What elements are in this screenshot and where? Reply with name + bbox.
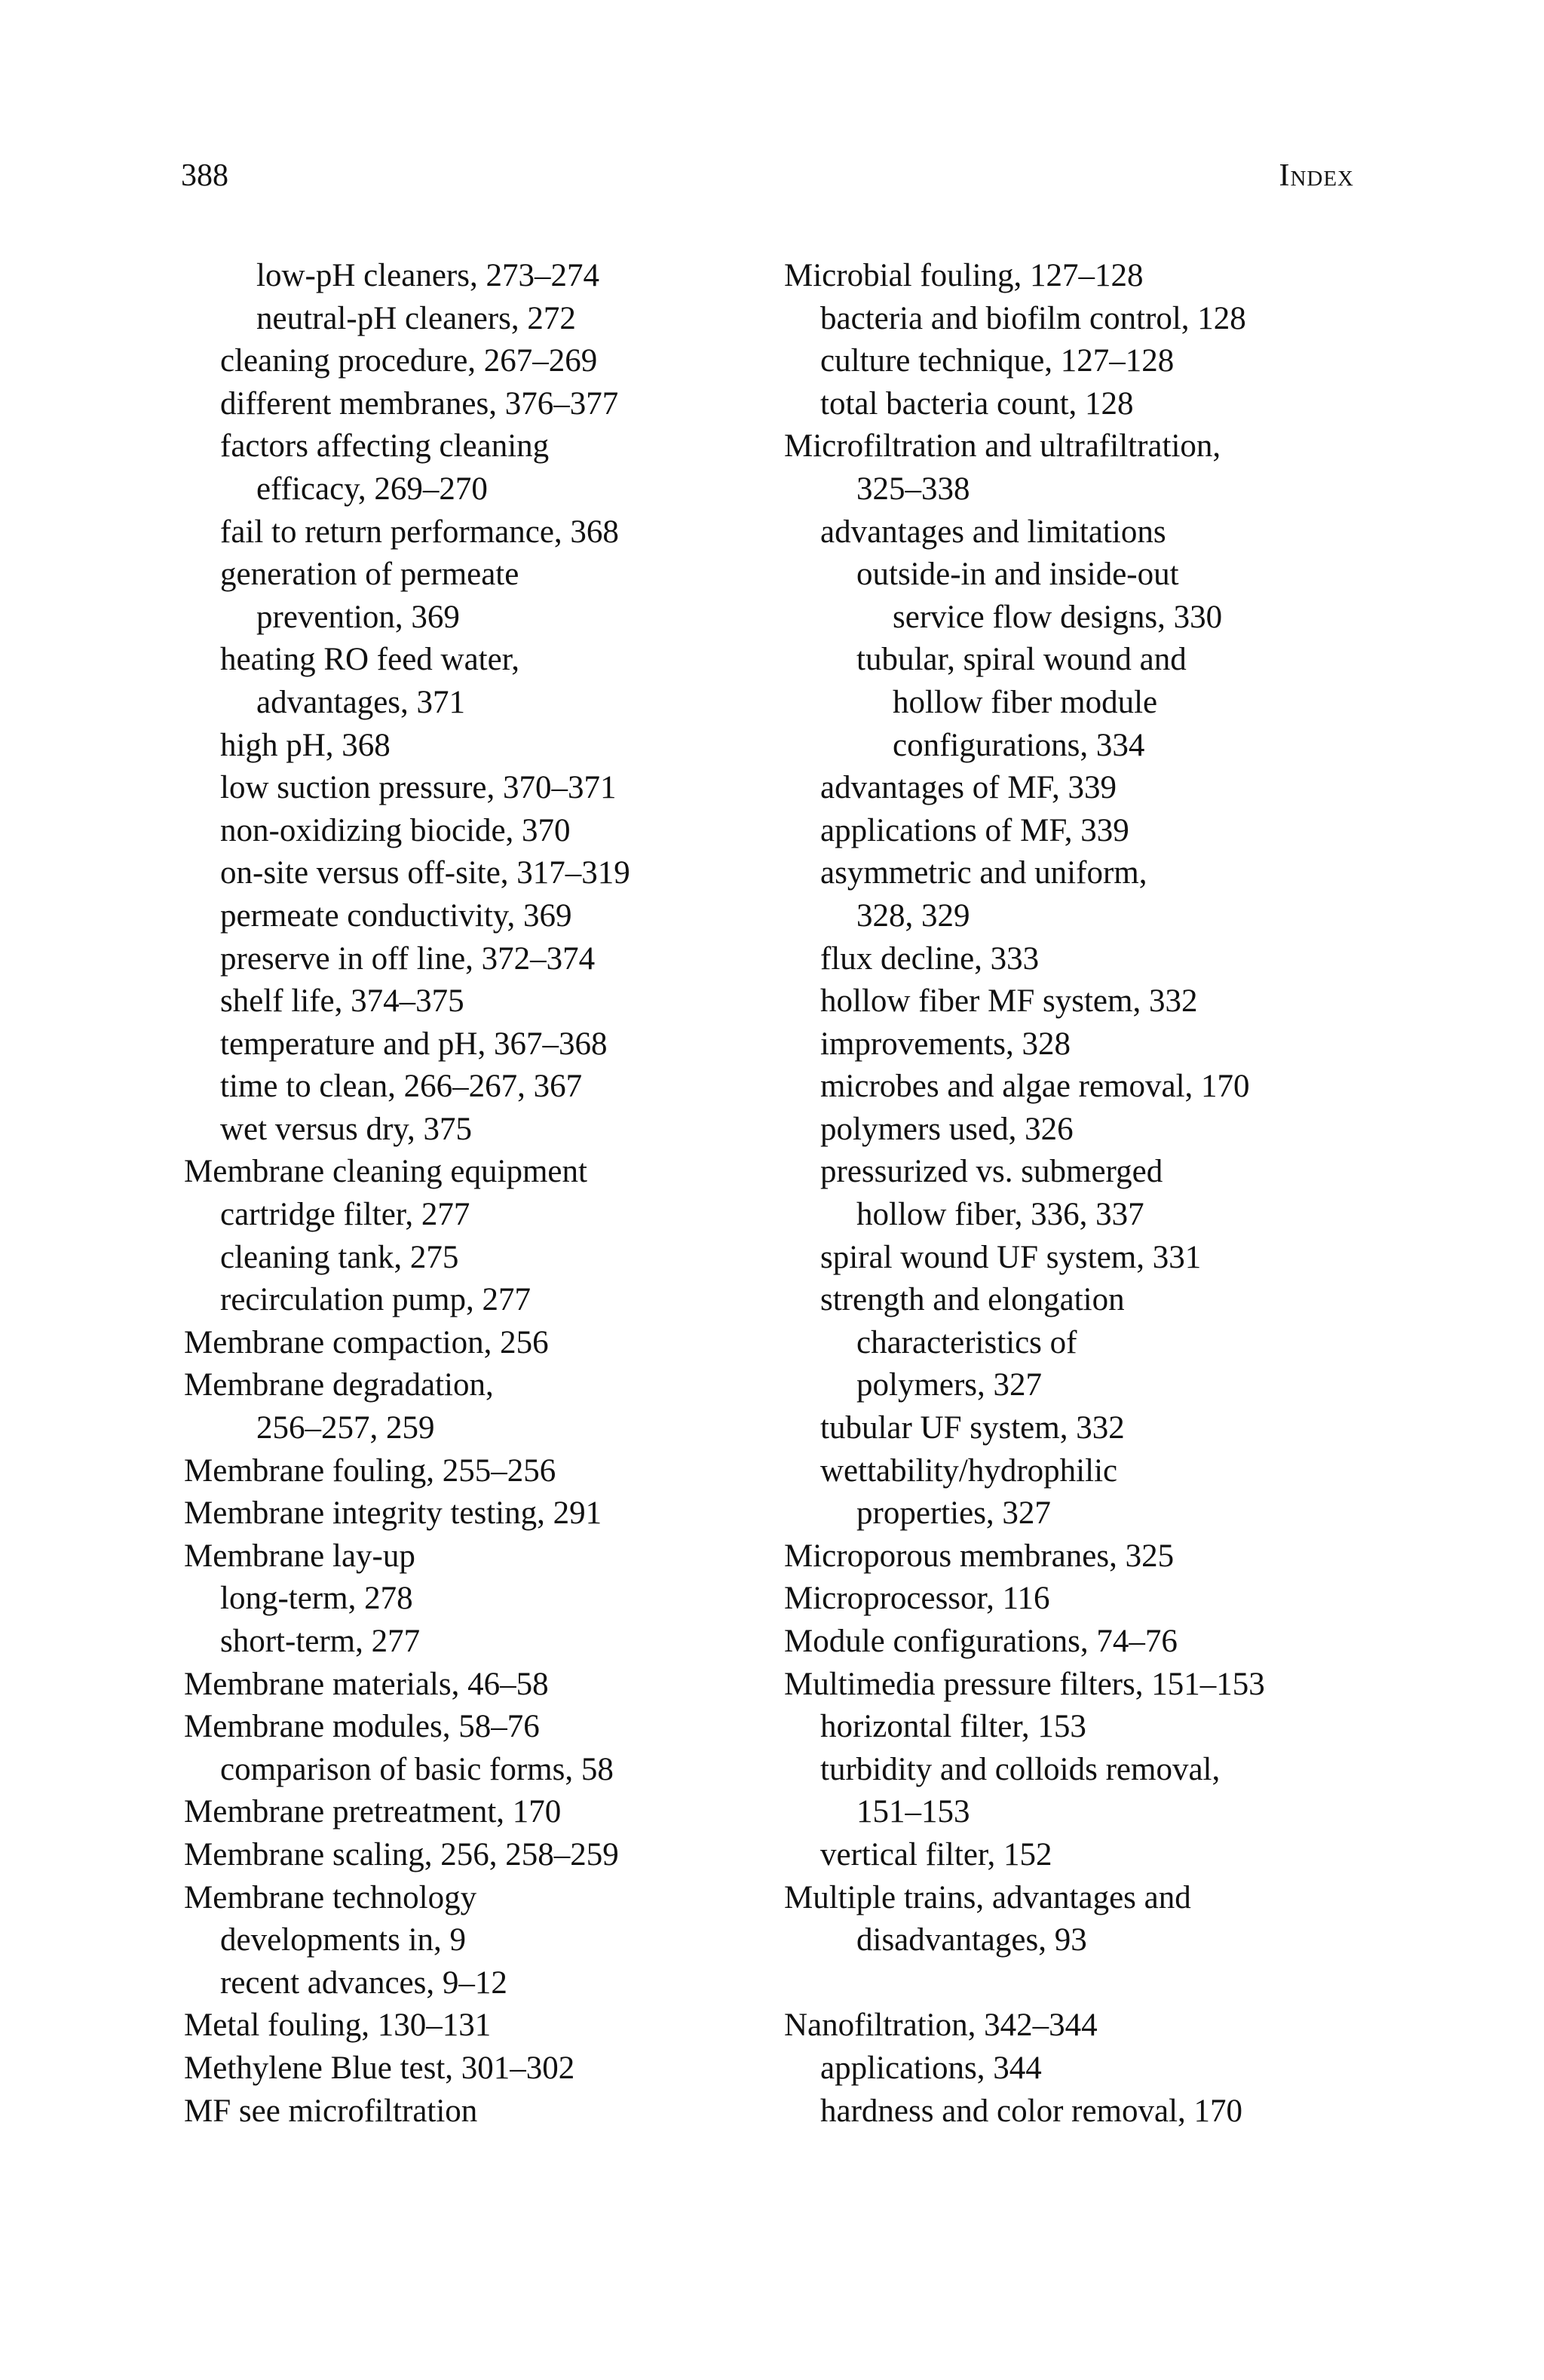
index-main-entry: Nanofiltration, 342–344 — [784, 2007, 1098, 2044]
index-sub-entry: 328, 329 — [856, 897, 970, 934]
index-sub-entry: hollow fiber, 336, 337 — [856, 1197, 1144, 1233]
index-sub-entry: low-pH cleaners, 273–274 — [256, 258, 599, 293]
index-main-entry: Methylene Blue test, 301–302 — [184, 2050, 575, 2086]
index-sub-entry: spiral wound UF system, 331 — [820, 1239, 1202, 1275]
index-spacer — [784, 1962, 1372, 2005]
index-sub-entry: high pH, 368 — [220, 727, 391, 763]
index-sub-entry: fail to return performance, 368 — [220, 514, 619, 550]
index-main-entry: Membrane lay-up — [184, 1538, 415, 1574]
index-sub-entry: advantages, 371 — [256, 684, 466, 720]
index-main-entry: Metal fouling, 130–131 — [184, 2007, 492, 2044]
index-sub-entry: polymers, 327 — [856, 1367, 1043, 1403]
index-sub-entry: service flow designs, 330 — [893, 599, 1223, 635]
index-sub-entry: preserve in off line, 372–374 — [220, 940, 596, 977]
index-sub-entry: generation of permeate — [220, 557, 519, 593]
index-sub-entry: advantages and limitations — [820, 514, 1166, 550]
index-main-entry: Membrane fouling, 255–256 — [184, 1452, 556, 1489]
index-sub-entry: neutral-pH cleaners, 272 — [256, 300, 576, 336]
index-main-entry: Membrane technology — [184, 1879, 477, 1915]
index-sub-entry: advantages of MF, 339 — [820, 770, 1117, 806]
index-sub-entry: turbidity and colloids removal, — [820, 1751, 1221, 1787]
index-main-entry: Membrane scaling, 256, 258–259 — [184, 1836, 619, 1872]
index-sub-entry: hardness and color removal, 170 — [820, 2093, 1243, 2129]
index-sub-entry: wettability/hydrophilic — [820, 1452, 1118, 1489]
index-column-left — [184, 255, 757, 2133]
index-sub-entry: temperature and pH, 367–368 — [220, 1026, 608, 1062]
index-main-entry: Membrane modules, 58–76 — [184, 1709, 540, 1745]
index-sub-entry: wet versus dry, 375 — [220, 1111, 472, 1147]
index-sub-entry: characteristics of — [856, 1324, 1077, 1360]
index-sub-entry: flux decline, 333 — [820, 940, 1040, 977]
index-sub-entry: pressurized vs. submerged — [820, 1154, 1163, 1190]
index-sub-entry: horizontal filter, 153 — [820, 1709, 1086, 1745]
index-sub-entry: tubular, spiral wound and — [856, 642, 1187, 678]
index-main-entry: Microprocessor, 116 — [784, 1581, 1050, 1617]
index-sub-entry: bacteria and biofilm control, 128 — [820, 300, 1246, 336]
index-sub-entry: long-term, 278 — [220, 1581, 413, 1617]
index-main-entry: Membrane materials, 46–58 — [184, 1666, 549, 1702]
index-sub-entry: low suction pressure, 370–371 — [220, 770, 617, 806]
index-sub-entry: asymmetric and uniform, — [820, 855, 1147, 891]
index-sub-entry: strength and elongation — [820, 1282, 1125, 1318]
index-sub-entry: microbes and algae removal, 170 — [820, 1069, 1250, 1105]
index-main-entry: Multimedia pressure filters, 151–153 — [784, 1666, 1265, 1702]
index-sub-entry: non-oxidizing biocide, 370 — [220, 812, 571, 848]
index-sub-entry: outside-in and inside-out — [856, 557, 1179, 593]
index-main-entry: Microbial fouling, 127–128 — [784, 258, 1144, 293]
index-sub-entry: configurations, 334 — [893, 727, 1145, 763]
index-sub-entry: culture technique, 127–128 — [820, 343, 1175, 379]
index-sub-entry: hollow fiber module — [893, 684, 1158, 720]
index-sub-entry: comparison of basic forms, 58 — [220, 1751, 614, 1787]
index-sub-entry: factors affecting cleaning — [220, 428, 550, 465]
index-sub-entry: vertical filter, 152 — [820, 1836, 1052, 1872]
index-main-entry: Microfiltration and ultrafiltration, — [784, 428, 1221, 465]
index-sub-entry: recirculation pump, 277 — [220, 1282, 531, 1318]
index-main-entry: Membrane pretreatment, 170 — [184, 1794, 562, 1830]
index-main-entry: MF see microfiltration — [184, 2093, 478, 2129]
index-sub-entry: prevention, 369 — [256, 599, 460, 635]
index-sub-entry: disadvantages, 93 — [856, 1922, 1087, 1958]
index-sub-entry: cartridge filter, 277 — [220, 1197, 470, 1233]
running-head: Index — [1279, 158, 1354, 193]
page-number: 388 — [181, 158, 228, 193]
index-sub-entry: permeate conductivity, 369 — [220, 897, 572, 934]
index-sub-entry: hollow fiber MF system, 332 — [820, 983, 1198, 1020]
index-sub-entry: heating RO feed water, — [220, 642, 520, 678]
index-sub-entry: shelf life, 374–375 — [220, 983, 464, 1020]
index-main-entry: Membrane cleaning equipment — [184, 1154, 587, 1190]
index-sub-entry: time to clean, 266–267, 367 — [220, 1069, 583, 1105]
index-main-entry: Membrane integrity testing, 291 — [184, 1495, 602, 1532]
index-column-right — [784, 255, 1372, 2133]
index-sub-entry: developments in, 9 — [220, 1922, 467, 1958]
index-sub-entry: 325–338 — [856, 471, 970, 507]
index-sub-entry: improvements, 328 — [820, 1026, 1071, 1062]
index-sub-entry: polymers used, 326 — [820, 1111, 1074, 1147]
index-sub-entry: applications, 344 — [820, 2050, 1042, 2086]
index-sub-entry: properties, 327 — [856, 1495, 1051, 1532]
index-sub-entry: applications of MF, 339 — [820, 812, 1129, 848]
index-sub-entry: short-term, 277 — [220, 1624, 421, 1659]
index-sub-entry: different membranes, 376–377 — [220, 385, 619, 422]
index-main-entry: Membrane compaction, 256 — [184, 1324, 549, 1360]
index-sub-entry: recent advances, 9–12 — [220, 1964, 507, 2001]
index-sub-entry: on-site versus off-site, 317–319 — [220, 855, 630, 891]
index-sub-entry: 256–257, 259 — [256, 1410, 435, 1446]
index-sub-entry: total bacteria count, 128 — [820, 385, 1134, 422]
index-sub-entry: tubular UF system, 332 — [820, 1410, 1125, 1446]
index-sub-entry: cleaning procedure, 267–269 — [220, 343, 598, 379]
index-main-entry: Module configurations, 74–76 — [784, 1624, 1178, 1659]
index-sub-entry: 151–153 — [856, 1794, 970, 1830]
index-sub-entry: cleaning tank, 275 — [220, 1239, 459, 1275]
index-main-entry: Membrane degradation, — [184, 1367, 494, 1403]
index-main-entry: Microporous membranes, 325 — [784, 1538, 1175, 1574]
index-sub-entry: efficacy, 269–270 — [256, 471, 488, 507]
index-main-entry: Multiple trains, advantages and — [784, 1879, 1191, 1915]
